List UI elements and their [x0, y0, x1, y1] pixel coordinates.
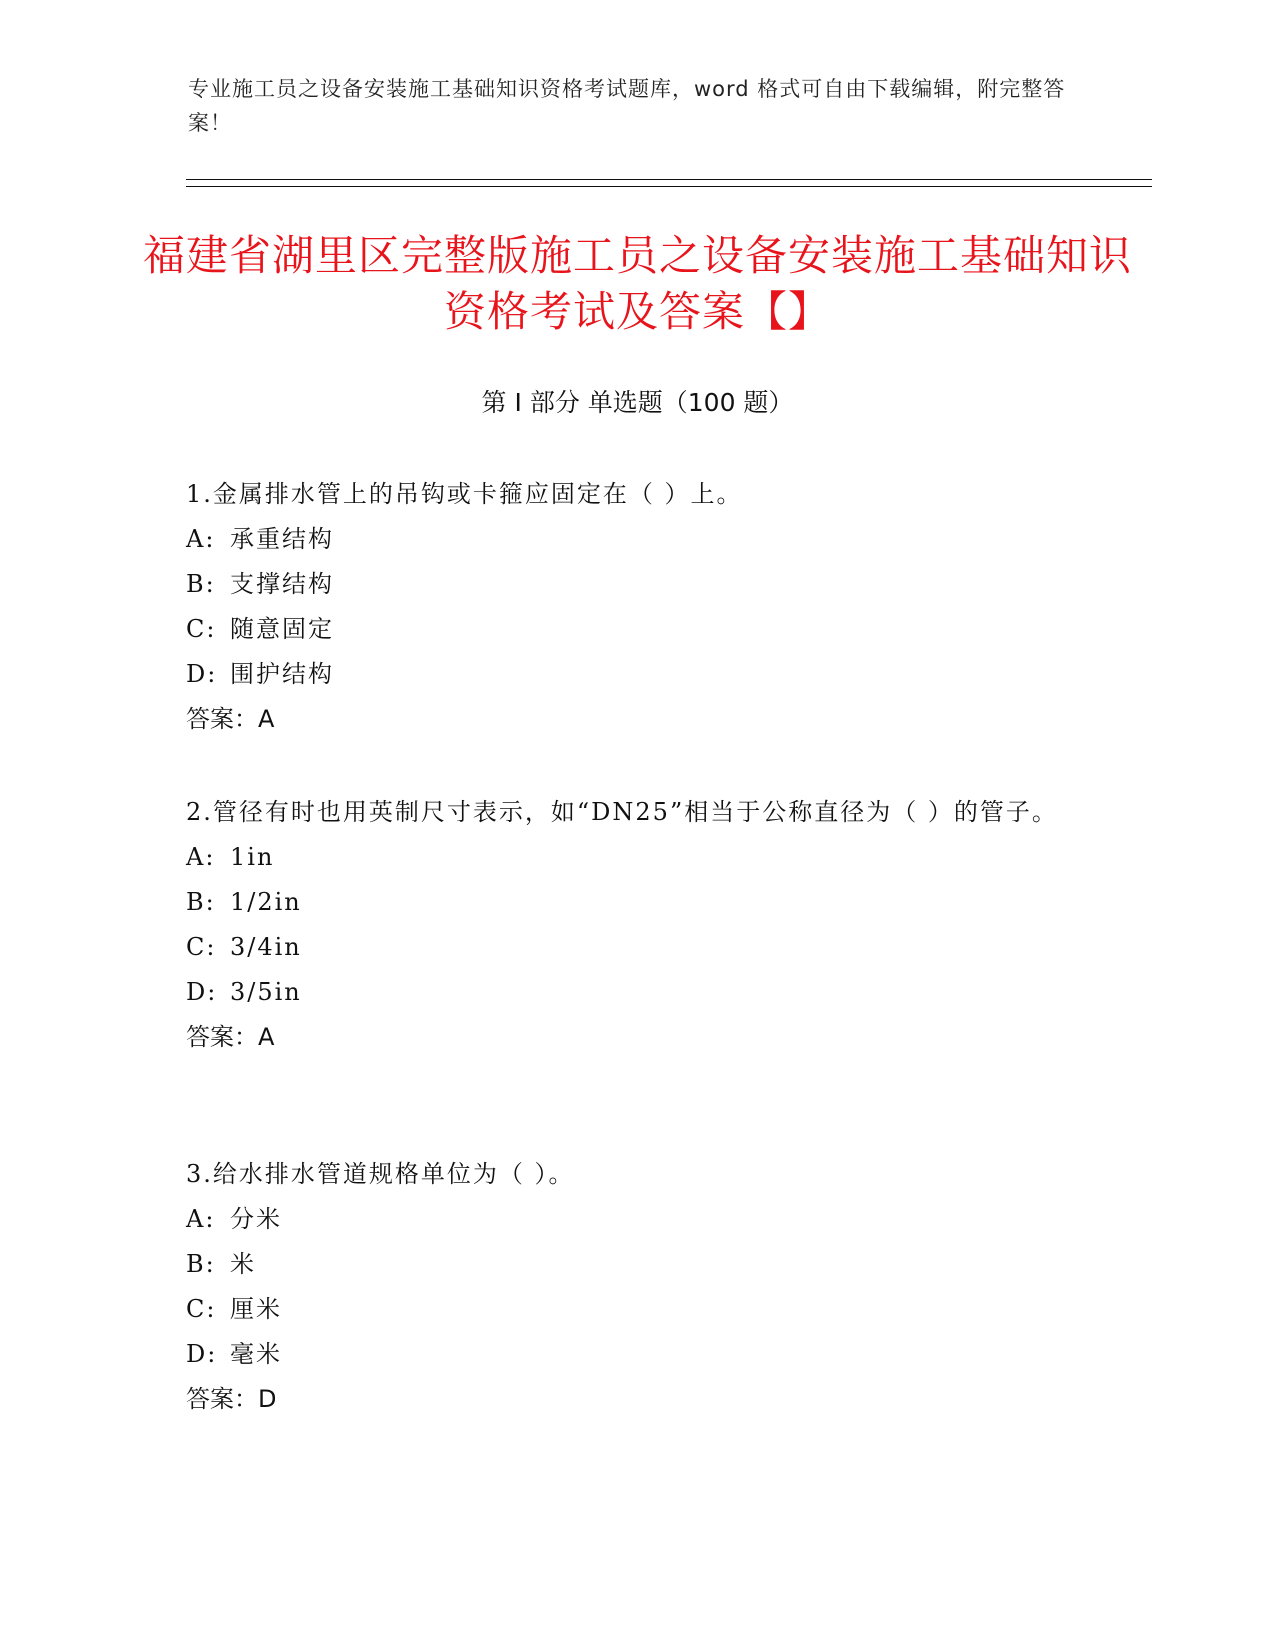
question-stem: 1.金属排水管上的吊钩或卡箍应固定在（ ）上。	[186, 480, 743, 508]
answer-value: A	[258, 705, 275, 733]
answer-line	[186, 1015, 1086, 1060]
option-a	[186, 517, 1086, 562]
option-text: 毫米	[230, 1340, 282, 1368]
option-c	[186, 607, 1086, 652]
answer-label: 答案：	[186, 705, 258, 733]
header-divider-bottom	[186, 186, 1152, 187]
option-d	[186, 970, 1086, 1015]
question-2	[186, 790, 1086, 1060]
answer-label: 答案：	[186, 1385, 258, 1413]
option-text: 3/5in	[230, 978, 302, 1006]
answer-value: A	[258, 1023, 275, 1051]
answer-line	[186, 1377, 1086, 1422]
header-divider-top	[186, 179, 1152, 180]
option-letter: A:	[186, 525, 216, 553]
question-3	[186, 1152, 1086, 1422]
option-letter: B:	[186, 888, 216, 916]
option-letter: C:	[186, 933, 217, 961]
option-letter: D:	[186, 1340, 218, 1368]
option-letter: B:	[186, 1250, 216, 1278]
option-letter: C:	[186, 615, 217, 643]
answer-line	[186, 697, 1086, 742]
option-text: 米	[230, 1250, 256, 1278]
answer-label: 答案：	[186, 1023, 258, 1051]
option-text: 承重结构	[230, 525, 334, 553]
option-b	[186, 1242, 1086, 1287]
header-note: 专业施工员之设备安装施工基础知识资格考试题库，word 格式可自由下载编辑，附完整答案！	[188, 77, 1066, 135]
section-heading: 第 I 部分 单选题（100 题）	[481, 388, 794, 417]
option-text: 随意固定	[230, 615, 334, 643]
option-text: 3/4in	[230, 933, 302, 961]
option-text: 围护结构	[230, 660, 334, 688]
option-c	[186, 1287, 1086, 1332]
option-a	[186, 835, 1086, 880]
question-1	[186, 472, 1086, 742]
option-text: 支撑结构	[230, 570, 334, 598]
document-title: 福建省湖里区完整版施工员之设备安装施工基础知识资格考试及答案【】	[142, 231, 1132, 336]
option-d	[186, 652, 1086, 697]
option-letter: C:	[186, 1295, 217, 1323]
option-letter: A:	[186, 843, 216, 871]
option-text: 分米	[230, 1205, 282, 1233]
option-text: 厘米	[230, 1295, 282, 1323]
answer-value: D	[258, 1385, 277, 1413]
option-text: 1/2in	[230, 888, 302, 916]
option-letter: A:	[186, 1205, 216, 1233]
option-a	[186, 1197, 1086, 1242]
option-text: 1in	[230, 843, 275, 871]
question-stem: 3.给水排水管道规格单位为（ ）。	[186, 1160, 575, 1188]
question-stem: 2.管径有时也用英制尺寸表示，如“DN25”相当于公称直径为（ ）的管子。	[186, 798, 1058, 826]
option-d	[186, 1332, 1086, 1377]
option-c	[186, 925, 1086, 970]
option-letter: B:	[186, 570, 216, 598]
option-letter: D:	[186, 660, 218, 688]
option-b	[186, 562, 1086, 607]
option-letter: D:	[186, 978, 218, 1006]
option-b	[186, 880, 1086, 925]
